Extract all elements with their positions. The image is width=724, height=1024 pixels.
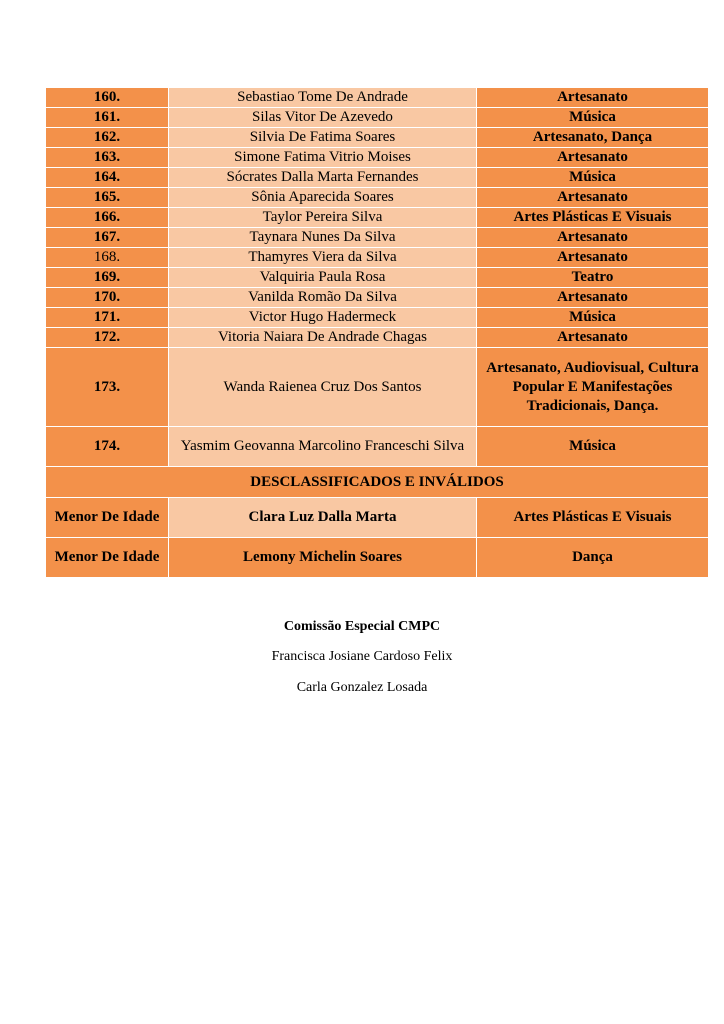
- commission-title: Comissão Especial CMPC: [283, 619, 441, 634]
- row-category: Teatro: [477, 268, 709, 288]
- row-category: Artesanato: [477, 288, 709, 308]
- row-category: Música: [477, 308, 709, 328]
- disqualified-name: Clara Luz Dalla Marta: [169, 498, 477, 538]
- row-name: Victor Hugo Hadermeck: [169, 308, 477, 328]
- disqualified-name: Lemony Michelin Soares: [169, 538, 477, 578]
- table-row: [46, 348, 709, 427]
- row-name: Taylor Pereira Silva: [169, 208, 477, 228]
- table-row: [46, 88, 709, 108]
- row-name: Silvia De Fatima Soares: [169, 128, 477, 148]
- commission-member: Carla Gonzalez Losada: [296, 680, 428, 695]
- row-category: Artesanato: [477, 328, 709, 348]
- row-category: Música: [477, 168, 709, 188]
- section-title: DESCLASSIFICADOS E INVÁLIDOS: [46, 467, 709, 498]
- disqualified-category: Dança: [477, 538, 709, 578]
- disqualified-reason: Menor De Idade: [46, 538, 169, 578]
- row-name: Thamyres Viera da Silva: [169, 248, 477, 268]
- commission-member: Francisca Josiane Cardoso Felix: [271, 649, 453, 664]
- row-name: Vitoria Naiara De Andrade Chagas: [169, 328, 477, 348]
- row-name: Vanilda Romão Da Silva: [169, 288, 477, 308]
- row-category: Artesanato, Audiovisual, Cultura Popular E Manifestações Tradicionais, Dança.: [477, 348, 709, 427]
- row-name: Wanda Raienea Cruz Dos Santos: [169, 348, 477, 427]
- row-name: Sócrates Dalla Marta Fernandes: [169, 168, 477, 188]
- row-category: Música: [477, 427, 709, 467]
- row-name: Sebastiao Tome De Andrade: [169, 88, 477, 108]
- table-row: [46, 108, 709, 128]
- row-name: Sônia Aparecida Soares: [169, 188, 477, 208]
- row-number: 163.: [46, 148, 169, 168]
- row-number: 161.: [46, 108, 169, 128]
- row-number: 172.: [46, 328, 169, 348]
- row-name: Taynara Nunes Da Silva: [169, 228, 477, 248]
- table-row: [46, 128, 709, 148]
- row-category: Artesanato: [477, 228, 709, 248]
- table-row: [46, 427, 709, 467]
- row-number: 165.: [46, 188, 169, 208]
- table-row: [46, 188, 709, 208]
- disqualified-reason: Menor De Idade: [46, 498, 169, 538]
- row-number: 162.: [46, 128, 169, 148]
- table-row: [46, 268, 709, 288]
- row-name: Simone Fatima Vitrio Moises: [169, 148, 477, 168]
- row-number: 173.: [46, 348, 169, 427]
- table-row: [46, 328, 709, 348]
- table-row: [46, 168, 709, 188]
- disqualified-row: [46, 498, 709, 538]
- row-number: 168.: [46, 248, 169, 268]
- row-number: 169.: [46, 268, 169, 288]
- row-category: Artes Plásticas E Visuais: [477, 208, 709, 228]
- row-number: 166.: [46, 208, 169, 228]
- row-category: Artesanato: [477, 248, 709, 268]
- results-table: [45, 87, 709, 578]
- table-row: [46, 248, 709, 268]
- row-number: 170.: [46, 288, 169, 308]
- table-row: [46, 228, 709, 248]
- row-name: Yasmim Geovanna Marcolino Franceschi Silva: [169, 427, 477, 467]
- row-category: Artesanato: [477, 148, 709, 168]
- row-category: Artesanato: [477, 88, 709, 108]
- row-number: 167.: [46, 228, 169, 248]
- row-number: 160.: [46, 88, 169, 108]
- disqualified-row: [46, 538, 709, 578]
- row-name: Silas Vitor De Azevedo: [169, 108, 477, 128]
- row-name: Valquiria Paula Rosa: [169, 268, 477, 288]
- table-row: [46, 148, 709, 168]
- row-category: Artesanato, Dança: [477, 128, 709, 148]
- row-number: 164.: [46, 168, 169, 188]
- table-row: [46, 288, 709, 308]
- table-row: [46, 308, 709, 328]
- table-row: [46, 208, 709, 228]
- row-number: 171.: [46, 308, 169, 328]
- row-number: 174.: [46, 427, 169, 467]
- disqualified-category: Artes Plásticas E Visuais: [477, 498, 709, 538]
- row-category: Artesanato: [477, 188, 709, 208]
- section-header-row: [46, 467, 709, 498]
- row-category: Música: [477, 108, 709, 128]
